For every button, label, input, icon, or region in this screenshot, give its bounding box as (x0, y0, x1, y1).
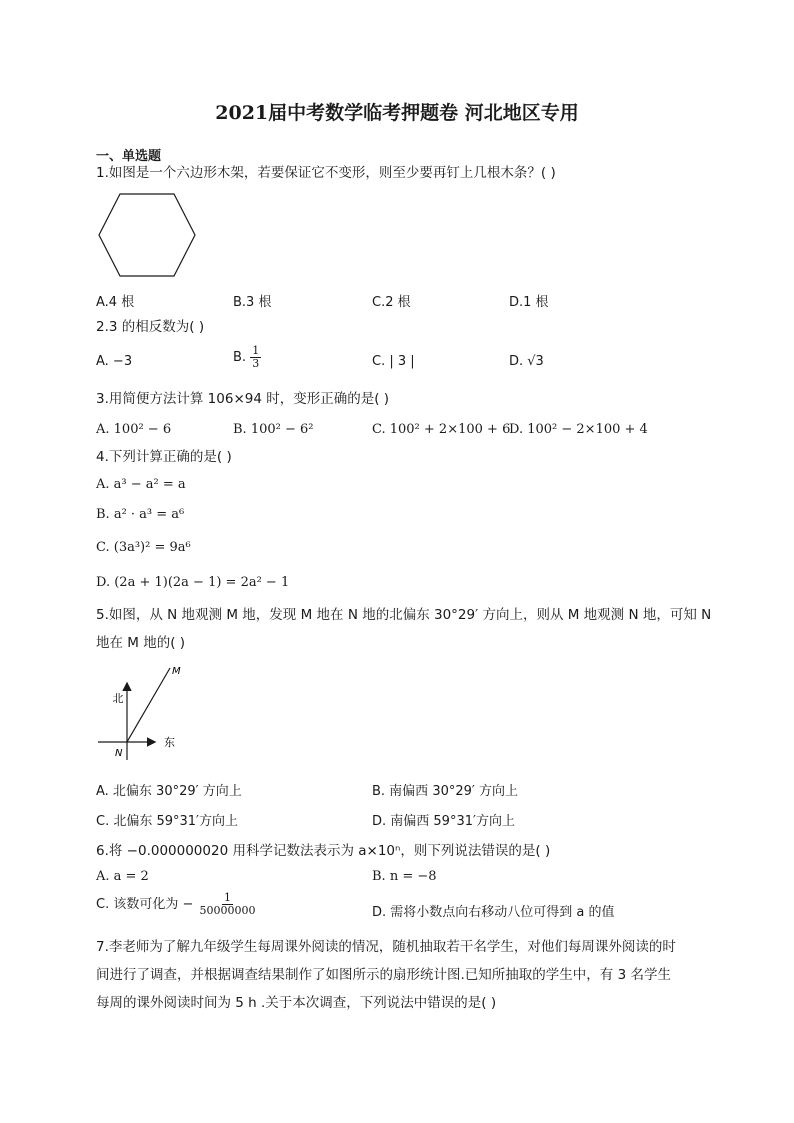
q6-option-b: B. n = −8 (372, 869, 437, 884)
q4-option-a: A. a³ − a² = a (96, 477, 186, 492)
q6-fraction-numerator: 1 (224, 891, 232, 904)
q5-option-a: A. 北偏东 30°29′ 方向上 (96, 784, 242, 799)
q5-option-c: C. 北偏东 59°31′方向上 (96, 814, 239, 829)
q3-option-b: B. 100² − 6² (233, 422, 314, 437)
question-7-line1: 7.李老师为了解九年级学生每周课外阅读的情况，随机抽取若干名学生，对他们每周课外阅读的时 (96, 939, 676, 955)
q3-option-c: C. 100² + 2×100 + 6 (372, 422, 511, 437)
direction-figure (92, 660, 192, 768)
q3-option-a: A. 100² − 6 (96, 422, 172, 437)
q1-option-a: A.4 根 (96, 295, 135, 310)
question-5-stem-line2: 地在 M 地的( ) (96, 635, 186, 651)
q2-option-c: C. | 3 | (372, 354, 415, 369)
point-n-label: N (115, 748, 123, 759)
east-label: 东 (164, 736, 175, 749)
q6-option-d: D. 需将小数点向右移动八位可得到 a 的值 (372, 905, 615, 920)
q2-fraction-denominator: 3 (252, 357, 260, 370)
question-1-stem: 1.如图是一个六边形木架，若要保证它不变形，则至少要再钉上几根木条？( ) (96, 165, 556, 181)
question-7-line2: 间进行了调查，并根据调查结果制作了如图所示的扇形统计图.已知所抽取的学生中，有 3 名学生 (96, 967, 671, 983)
question-4-stem: 4.下列计算正确的是( ) (96, 449, 232, 465)
q4-option-c: C. (3a³)² = 9a⁶ (96, 540, 191, 555)
question-2-stem: 2.3 的相反数为( ) (96, 319, 205, 335)
question-3-stem: 3.用简便方法计算 106×94 时，变形正确的是( ) (96, 391, 390, 407)
q6-option-c-label: C. 该数可化为 − (96, 897, 194, 912)
q6-option-c (96, 892, 258, 917)
question-7-line3: 每周的课外阅读时间为 5 h .关于本次调查，下列说法中错误的是( ) (96, 995, 497, 1011)
section-heading: 一、单选题 (96, 149, 162, 164)
hexagon-figure (96, 190, 198, 280)
north-label: 北 (112, 692, 124, 705)
q2-option-b (233, 345, 261, 370)
q2-option-d: D. √3 (509, 354, 544, 369)
q5-option-b: B. 南偏西 30°29′ 方向上 (372, 784, 518, 799)
q6-fraction (198, 892, 258, 917)
q1-option-d: D.1 根 (509, 295, 549, 310)
q2-option-b-label: B. (233, 350, 247, 365)
q4-option-d: D. (2a + 1)(2a − 1) = 2a² − 1 (96, 575, 290, 590)
page-title: 2021届中考数学临考押题卷 河北地区专用 (215, 102, 579, 124)
q2-fraction (250, 345, 261, 370)
hexagon-shape (99, 194, 195, 276)
q2-fraction-numerator: 1 (252, 344, 260, 357)
q1-option-c: C.2 根 (372, 295, 411, 310)
q5-option-d: D. 南偏西 59°31′方向上 (372, 814, 515, 829)
question-6-stem: 6.将 −0.000000020 用科学记数法表示为 a×10ⁿ，则下列说法错误的是( ) (96, 843, 551, 859)
q3-option-d: D. 100² − 2×100 + 4 (509, 422, 648, 437)
q6-fraction-denominator: 50000000 (199, 904, 256, 917)
q6-option-a: A. a = 2 (96, 869, 149, 884)
point-m-label: M (172, 666, 181, 677)
q1-option-b: B.3 根 (233, 295, 272, 310)
question-5-stem-line1: 5.如图，从 N 地观测 M 地，发现 M 地在 N 地的北偏东 30°29′ 方向上，则从 M 地观测 N 地，可知 N (96, 607, 712, 623)
direction-ray (127, 668, 170, 742)
q2-option-a: A. −3 (96, 354, 133, 369)
q4-option-b: B. a² · a³ = a⁶ (96, 507, 185, 522)
